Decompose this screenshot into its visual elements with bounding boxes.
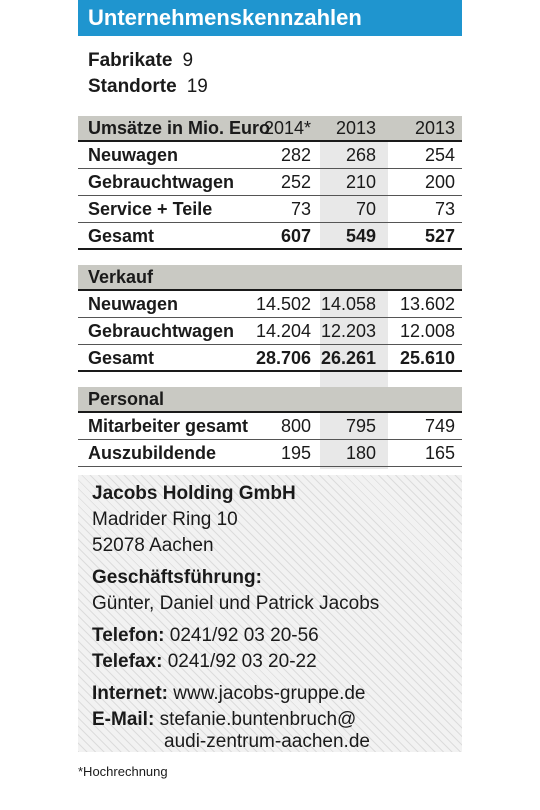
cell: 14.058 <box>320 294 376 314</box>
table-row <box>78 413 462 440</box>
table-row <box>78 291 462 318</box>
cell: 25.610 <box>399 348 455 368</box>
cell: 13.602 <box>399 294 455 314</box>
contact-box <box>78 475 462 752</box>
management-names: Günter, Daniel und Patrick Jacobs <box>92 593 380 614</box>
verkauf-title: Verkauf <box>88 267 154 287</box>
table-row <box>78 142 462 169</box>
city-address: 52078 Aachen <box>92 535 214 556</box>
standorte-label: Standorte <box>88 76 177 97</box>
cell: 549 <box>345 226 376 246</box>
cell: 12.203 <box>320 321 376 341</box>
fabrikate-label: Fabrikate <box>88 50 173 71</box>
row-label: Neuwagen <box>88 294 179 314</box>
company-name: Jacobs Holding GmbH <box>92 483 296 504</box>
year-col-1: 2014* <box>263 118 311 138</box>
cell: 254 <box>424 145 455 165</box>
year-col-2: 2013 <box>335 118 376 138</box>
cell: 70 <box>355 199 376 219</box>
email-link-continued[interactable]: audi-zentrum-aachen.de <box>164 731 370 752</box>
cell: 800 <box>280 416 311 436</box>
table-row-total <box>78 223 462 250</box>
cell: 73 <box>290 199 311 219</box>
standorte-row <box>88 76 208 98</box>
table-row <box>78 196 462 223</box>
cell: 28.706 <box>255 348 311 368</box>
cell: 14.204 <box>255 321 311 341</box>
cell: 14.502 <box>255 294 311 314</box>
internet-label: Internet: <box>92 683 168 704</box>
row-label: Neuwagen <box>88 145 179 165</box>
footnote: *Hochrechnung <box>78 764 168 779</box>
row-label: Gebrauchtwagen <box>88 172 235 192</box>
cell: 268 <box>345 145 376 165</box>
umsaetze-header <box>78 116 462 142</box>
cell: 73 <box>434 199 455 219</box>
personal-title: Personal <box>88 389 165 409</box>
page-title: Unternehmenskennzahlen <box>78 0 462 36</box>
fabrikate-value: 9 <box>182 50 194 71</box>
phone-label: Telefon: <box>92 625 165 646</box>
row-label: Auszubildende <box>88 443 217 463</box>
verkauf-header <box>78 265 462 291</box>
cell: 527 <box>424 226 455 246</box>
cell: 282 <box>280 145 311 165</box>
management-label: Geschäftsführung: <box>92 567 262 588</box>
umsaetze-title: Umsätze in Mio. Euro <box>88 118 271 138</box>
table-row <box>78 318 462 345</box>
cell: 252 <box>280 172 311 192</box>
cell: 165 <box>424 443 455 463</box>
email-label: E-Mail: <box>92 709 155 730</box>
cell: 180 <box>345 443 376 463</box>
website-link[interactable]: www.jacobs-gruppe.de <box>173 683 366 704</box>
cell: 607 <box>280 226 311 246</box>
row-label: Gesamt <box>88 348 155 368</box>
cell: 749 <box>424 416 455 436</box>
phone-value: 0241/92 03 20-56 <box>169 625 319 646</box>
fax-label: Telefax: <box>92 651 163 672</box>
row-label: Service + Teile <box>88 199 213 219</box>
year-col-3: 2013 <box>414 118 455 138</box>
standorte-value: 19 <box>186 76 208 97</box>
table-row <box>78 169 462 196</box>
cell: 210 <box>345 172 376 192</box>
street-address: Madrider Ring 10 <box>92 509 238 530</box>
table-row-total <box>78 345 462 372</box>
cell: 195 <box>280 443 311 463</box>
row-label: Mitarbeiter gesamt <box>88 416 249 436</box>
fabrikate-row <box>88 50 193 72</box>
cell: 12.008 <box>399 321 455 341</box>
cell: 26.261 <box>320 348 376 368</box>
row-label: Gesamt <box>88 226 155 246</box>
row-label: Gebrauchtwagen <box>88 321 235 341</box>
email-link[interactable]: stefanie.buntenbruch@ <box>159 709 357 730</box>
table-row <box>78 440 462 467</box>
personal-header <box>78 387 462 413</box>
fax-value: 0241/92 03 20-22 <box>167 651 317 672</box>
cell: 795 <box>345 416 376 436</box>
cell: 200 <box>424 172 455 192</box>
